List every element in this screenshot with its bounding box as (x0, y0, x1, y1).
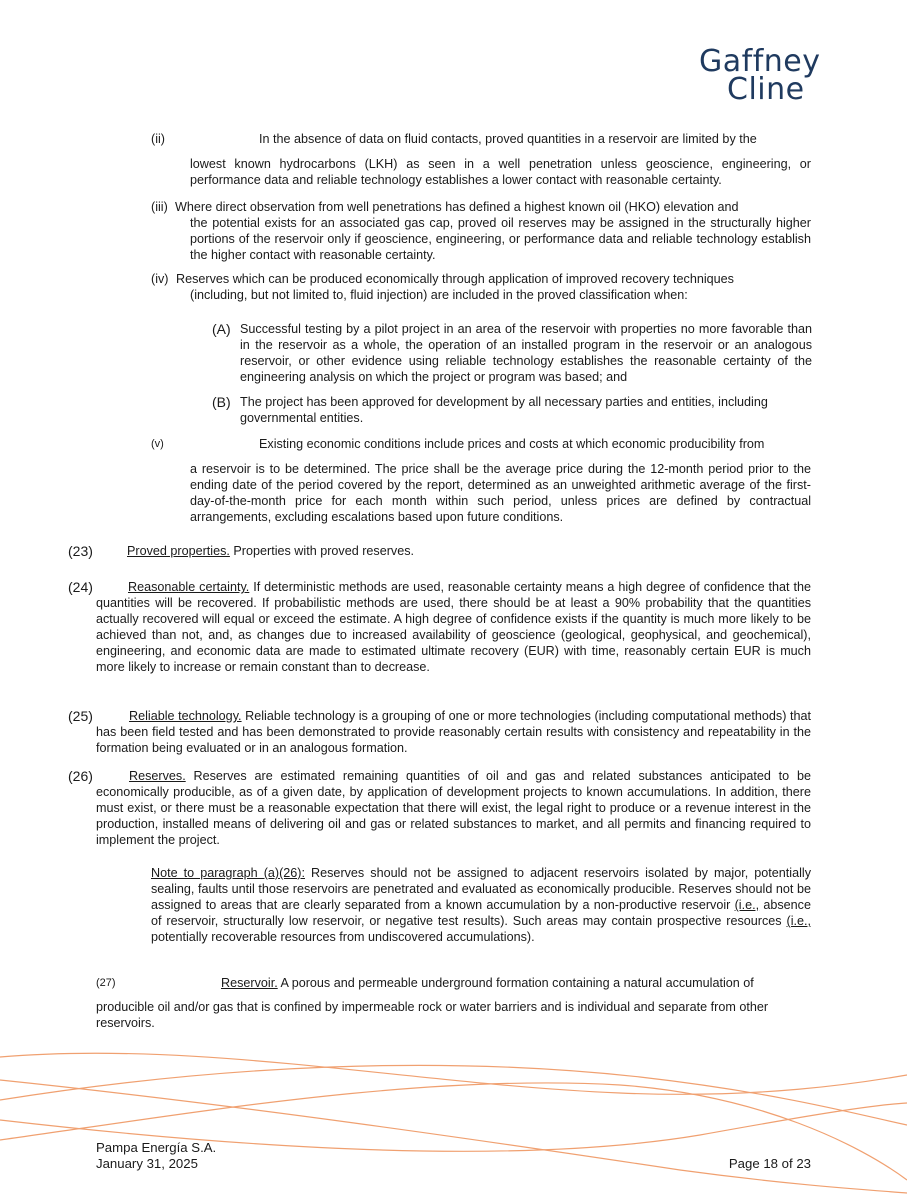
paragraph-23-text: Properties with proved reserves. (229, 544, 414, 558)
item-v-first-line: Existing economic conditions include prices and costs at which economic producibility from (259, 437, 765, 451)
gaffney-cline-logo (699, 44, 821, 107)
note-to-paragraph-26 (151, 865, 811, 945)
logo-line-1: Gaffney (699, 44, 821, 79)
decorative-waves (0, 1045, 907, 1196)
paragraph-23-number: (23) (68, 543, 93, 559)
paragraph-27-term: Reservoir. (221, 976, 278, 990)
paragraph-27-text: producible oil and/or gas that is confined by impermeable rock or water barriers and is individual and separate from other reservoirs. (96, 1000, 769, 1030)
paragraph-26-term: Reserves. (129, 769, 186, 783)
footer-page-number: Page 18 of 23 (728, 1156, 811, 1171)
sub-item-a-text: Successful testing by a pilot project in an area of the reservoir with properties no more favorable than in the reservoir as a whole, the operation of an installed program in the reservoir or an analogous reservoir, or other evidence using reliable technology establishes the reasonable certainty of the engineering analysis on which the project or program was based; and (240, 322, 812, 384)
item-v-text: a reservoir is to be determined. The price shall be the average price during the 12-month period prior to the ending date of the period covered by the report, determined as an unweighted arithmetic average of the first-day-of-the-month price for each month within such period, unless prices are defined by contractual arrangements, excluding escalations based upon future conditions. (190, 462, 811, 524)
item-ii-marker: (ii) (151, 132, 165, 146)
note-text-1: Reserves should not be assigned to adjacent reservoirs isolated by major, potentially sealing, faults until those reservoirs are penetrated and evaluated as economically producible. Reserves should not be assigned to areas that are clearly separated from a known accumulation by a non-productive reservoir (151, 866, 811, 912)
item-iv-first-line: Reserves which can be produced economically through application of improved recovery techniques (176, 272, 734, 286)
paragraph-25 (96, 708, 811, 756)
paragraph-25-number: (25) (68, 708, 93, 724)
note-text-3: potentially recoverable resources from undiscovered accumulations). (151, 930, 535, 944)
paragraph-27-first-line (221, 975, 754, 991)
paragraph-26 (96, 768, 811, 848)
note-label: Note to paragraph (a)(26): (151, 866, 305, 880)
item-ii-first-line: In the absence of data on fluid contacts, proved quantities in a reservoir are limited by the (259, 132, 757, 146)
sub-item-a-marker: (A) (212, 321, 231, 337)
paragraph-27-number: (27) (96, 977, 116, 989)
sub-item-b-text: The project has been approved for development by all necessary parties and entities, including governmental entities. (240, 395, 768, 425)
paragraph-23 (127, 543, 414, 559)
note-ie-2: (i.e., (786, 914, 811, 928)
logo-line-2: Cline (727, 72, 805, 107)
paragraph-25-term: Reliable technology. (129, 709, 242, 723)
footer-company: Pampa Energía S.A. (96, 1140, 217, 1155)
paragraph-26-text: Reserves are estimated remaining quantities of oil and gas and related substances anticipated to be economically producible, as of a given date, by application of development projects to known accumulations. In addition, there must exist, or there must be a reasonable expectation that there will exist, the legal right to produce or a revenue interest in the production, installed means of delivering oil and gas or related substances to market, and all permits and financing required to implement the project. (96, 769, 811, 847)
note-ie-1: (i.e., (734, 898, 760, 912)
paragraph-24-text: If deterministic methods are used, reasonable certainty means a high degree of confidence that the quantities will be recovered. If probabilistic methods are used, there should be at least a 90% probability that the quantities actually recovered will equal or exceed the estimate. A high degree of confidence exists if the quantity is much more likely to be achieved than not, and, as changes due to increased availability of geoscience (geological, geophysical, and geochemical), engineering, and economic data are made to estimated ultimate recovery (EUR) with time, reasonably certain EUR is much more likely to increase or remain constant than to decrease. (96, 580, 811, 674)
paragraph-27-first-text: A porous and permeable underground formation containing a natural accumulation of (277, 976, 754, 990)
footer-date: January 31, 2025 (96, 1156, 198, 1171)
item-iii-marker: (iii) (151, 200, 168, 214)
note-text-2: absence of reservoir, structurally low reservoir, or negative test results). Such areas may contain prospective resources (151, 898, 811, 928)
paragraph-26-number: (26) (68, 768, 93, 784)
wave-lines (0, 1053, 907, 1193)
item-iii-first-line: Where direct observation from well penetrations has defined a highest known oil (HKO) elevation and (175, 200, 739, 214)
paragraph-25-text: Reliable technology is a grouping of one or more technologies (including computational methods) that has been field tested and has been demonstrated to provide reasonably certain results with consistency and repeatability in the formation being evaluated or in an analogous formation. (96, 709, 811, 755)
item-iv-text: (including, but not limited to, fluid injection) are included in the proved classification when: (190, 288, 688, 302)
item-iv-marker: (iv) (151, 272, 169, 286)
item-iii-text: the potential exists for an associated gas cap, proved oil reserves may be assigned in the structurally higher portions of the reservoir only if geoscience, engineering, or performance data and reliable technology establish the higher contact with reasonable certainty. (190, 216, 811, 262)
item-v-marker: (v) (151, 438, 164, 450)
item-ii-text: lowest known hydrocarbons (LKH) as seen in a well penetration unless geoscience, engineering, or performance data and reliable technology establishes a lower contact with reasonable certainty. (190, 157, 811, 187)
paragraph-24-number: (24) (68, 579, 93, 595)
sub-item-b-marker: (B) (212, 394, 231, 410)
paragraph-24 (96, 579, 811, 675)
paragraph-23-term: Proved properties. (127, 544, 230, 558)
paragraph-24-term: Reasonable certainty. (128, 580, 250, 594)
